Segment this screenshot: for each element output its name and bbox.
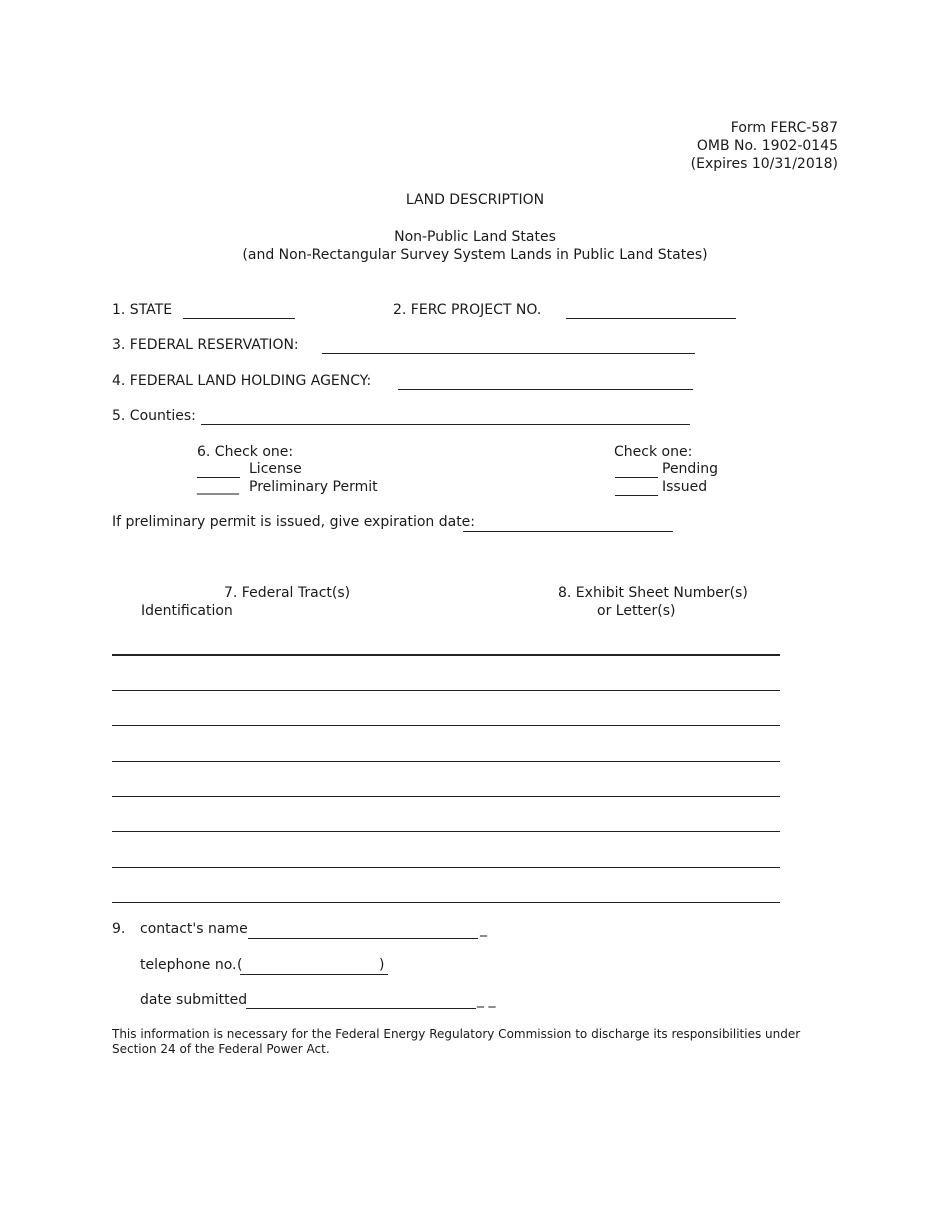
project-number-field[interactable]: [566, 318, 736, 319]
expiration-date-field[interactable]: [463, 531, 673, 532]
footer-notice-line1: This information is necessary for the Federal Energy Regulatory Commission to discharge its responsibilities under: [112, 1027, 801, 1041]
federal-reservation-label: 3. FEDERAL RESERVATION:: [112, 337, 299, 353]
issued-option-label: Issued: [662, 479, 708, 495]
page-title: LAND DESCRIPTION: [405, 192, 545, 208]
expiration-date-label: If preliminary permit is issued, give expiration date:: [112, 514, 476, 530]
issued-checkbox[interactable]: [615, 495, 658, 496]
exhibit-sheet-heading: 8. Exhibit Sheet Number(s): [558, 585, 748, 601]
check-one-license-heading: 6. Check one:: [197, 444, 294, 460]
federal-tract-heading-sub: Identification: [141, 603, 233, 619]
pending-option-label: Pending: [662, 461, 718, 477]
preliminary-permit-option-label: Preliminary Permit: [249, 479, 378, 495]
state-field[interactable]: [183, 318, 295, 319]
table-row[interactable]: [112, 867, 780, 868]
counties-label: 5. Counties:: [112, 408, 196, 424]
federal-tract-heading: 7. Federal Tract(s): [224, 585, 351, 601]
exhibit-sheet-heading-sub: or Letter(s): [597, 603, 676, 619]
table-header-rule: [112, 654, 780, 656]
omb-number: OMB No. 1902-0145: [696, 138, 838, 154]
counties-field[interactable]: [201, 424, 690, 425]
contact-name-label: contact's name: [140, 921, 248, 937]
federal-reservation-field[interactable]: [322, 353, 695, 354]
table-row[interactable]: [112, 902, 780, 903]
page-subtitle-detail: (and Non-Rectangular Survey System Lands in Public Land States): [242, 247, 708, 263]
check-one-status-heading: Check one:: [614, 444, 693, 460]
expiration-notice: (Expires 10/31/2018): [690, 156, 838, 172]
telephone-open-paren: (: [237, 957, 243, 973]
table-row[interactable]: [112, 690, 780, 691]
table-row[interactable]: [112, 725, 780, 726]
land-agency-label: 4. FEDERAL LAND HOLDING AGENCY:: [112, 373, 372, 389]
project-number-label: 2. FERC PROJECT NO.: [393, 302, 542, 318]
page-subtitle: Non-Public Land States: [394, 229, 556, 245]
pending-checkbox[interactable]: [615, 477, 658, 478]
preliminary-permit-checkbox[interactable]: ______: [197, 479, 239, 495]
contact-name-suffix: _: [480, 921, 487, 937]
form-number: Form FERC-587: [730, 120, 838, 136]
table-row[interactable]: [112, 831, 780, 832]
date-submitted-label: date submitted: [140, 992, 248, 1008]
license-checkbox[interactable]: [197, 477, 240, 478]
date-submitted-suffix: _ _: [477, 992, 496, 1008]
section-nine-number: 9.: [112, 921, 126, 937]
date-submitted-field[interactable]: [246, 1008, 476, 1009]
table-row[interactable]: [112, 761, 780, 762]
telephone-close-paren: ): [379, 957, 385, 973]
telephone-field[interactable]: [240, 974, 388, 975]
telephone-label: telephone no.: [140, 957, 237, 973]
license-option-label: License: [249, 461, 302, 477]
state-label: 1. STATE: [112, 302, 173, 318]
table-row[interactable]: [112, 796, 780, 797]
footer-notice-line2: Section 24 of the Federal Power Act.: [112, 1042, 330, 1056]
land-agency-field[interactable]: [398, 389, 693, 390]
contact-name-field[interactable]: [248, 938, 478, 939]
